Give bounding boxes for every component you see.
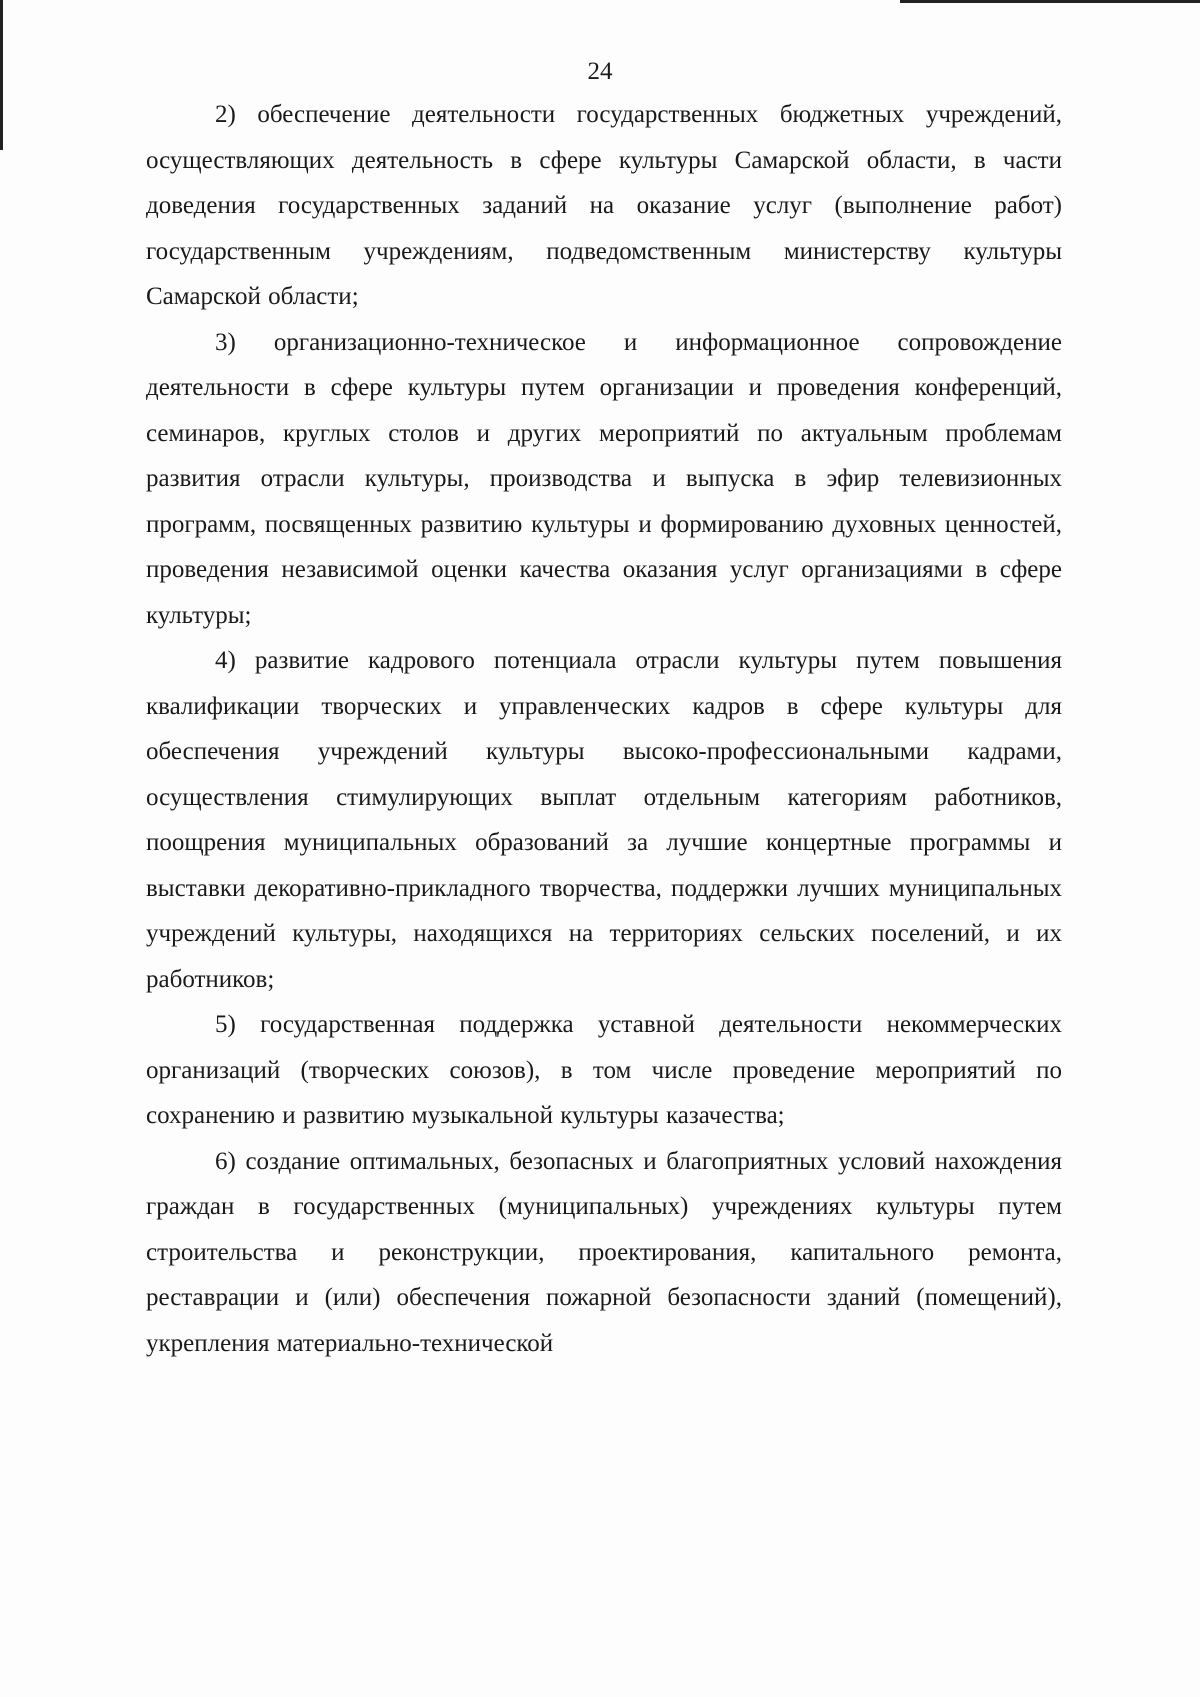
paragraph-item-3: 3) организационно-техническое и информационное сопровождение деятельности в сфере культуры путем организации и проведения конференций, семинаров, круглых столов и других мероприятий по актуальным проблемам развития отрасли культуры, производства и выпуска в эфир телевизионных программ, посвященных развитию культуры и формированию духовных ценностей, проведения независимой оценки качества оказания услуг организациями в сфере культуры; bbox=[146, 328, 1062, 629]
paragraph-item-4: 4) развитие кадрового потенциала отрасли культуры путем повышения квалификации творческих и управленческих кадров в сфере культуры для обеспечения учреждений культуры высоко-профессиональными кадрами, осуществления стимулирующих выплат отдельным категориям работников, поощрения муниципальных образований за лучшие концертные программы и выставки декоративно-прикладного творчества, поддержки лучших муниципальных учреждений культуры, находящихся на территориях сельских поселений, и их работников; bbox=[146, 647, 1062, 993]
paragraph-item-5: 5) государственная поддержка уставной деятельности некоммерческих организаций (творческих союзов), в том числе проведение мероприятий по сохранению и развитию музыкальной культуры казачества; bbox=[146, 1011, 1062, 1129]
paragraph-item-2: 2) обеспечение деятельности государственных бюджетных учреждений, осуществляющих деятельность в сфере культуры Самарской области, в части доведения государственных заданий на оказание услуг (выполнение работ) государственным учреждениям, подведомственным министерству культуры Самарской области; bbox=[146, 101, 1062, 310]
document-body bbox=[146, 92, 1062, 1366]
scan-top-edge bbox=[900, 0, 1200, 3]
page-number: 24 bbox=[587, 58, 613, 85]
paragraph-item-6: 6) создание оптимальных, безопасных и благоприятных условий нахождения граждан в государственных (муниципальных) учреждениях культуры путем строительства и реконструкции, проектирования, капитального ремонта, реставрации и (или) обеспечения пожарной безопасности зданий (помещений), укрепления материально-технической bbox=[146, 1147, 1062, 1357]
